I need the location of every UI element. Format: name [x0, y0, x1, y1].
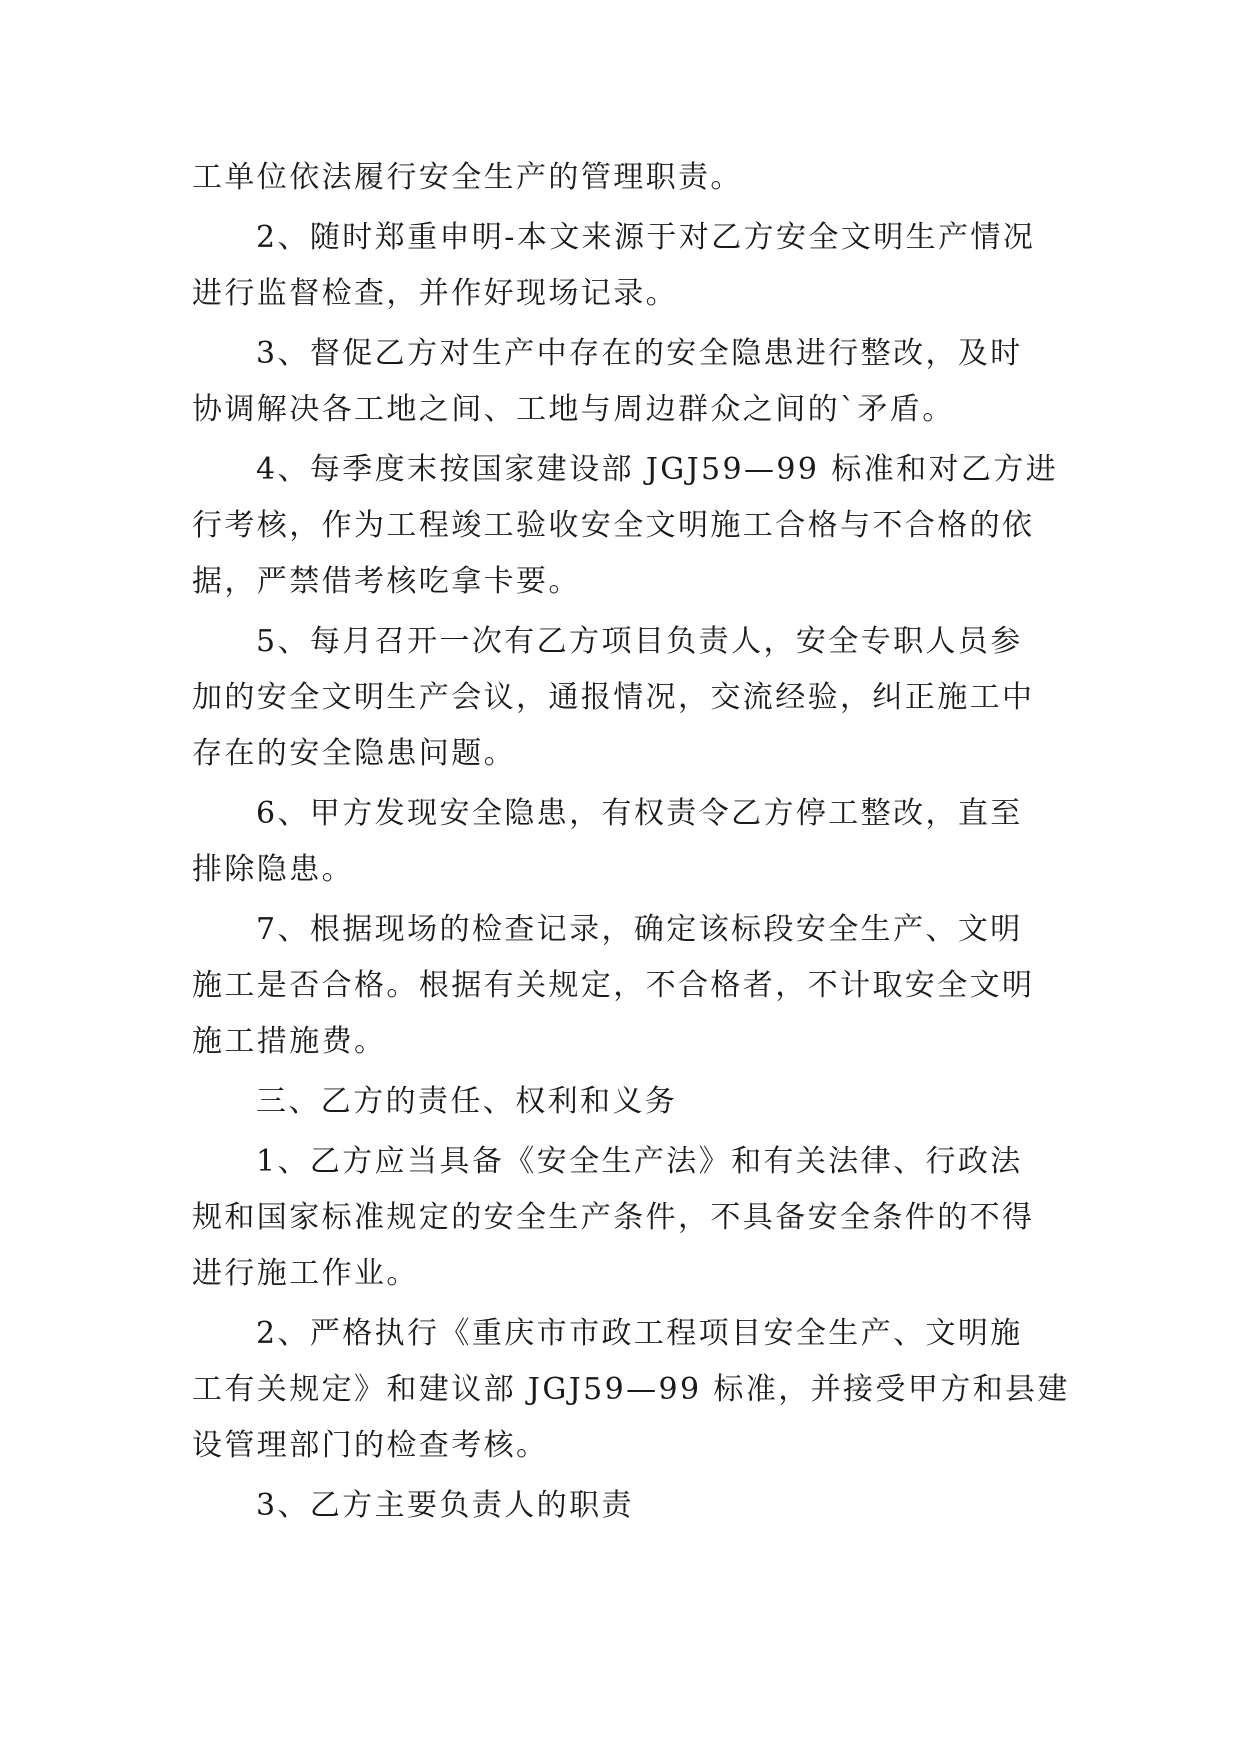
paragraph-item-7 [192, 902, 1054, 1070]
text-line: 工有关规定》和建议部 JGJ59—99 标准，并接受甲方和县建 [192, 1372, 1070, 1407]
text-line: 协调解决各工地之间、工地与周边群众之间的`矛盾。 [192, 392, 955, 427]
text-line: 5、每月召开一次有乙方项目负责人，安全专职人员参 [256, 624, 1023, 659]
text-line: 1、乙方应当具备《安全生产法》和有关法律、行政法 [256, 1144, 1023, 1179]
paragraph-item-2 [192, 210, 1054, 322]
paragraph-item-2b [192, 1306, 1070, 1474]
text-line: 施工措施费。 [192, 1024, 387, 1059]
paragraph-item-3b [192, 1478, 1054, 1534]
paragraph-item-3 [192, 326, 1054, 438]
text-line: 排除隐患。 [192, 852, 354, 887]
text-line: 3、督促乙方对生产中存在的安全隐患进行整改，及时 [256, 336, 1023, 371]
paragraph-item-4 [192, 442, 1059, 610]
paragraph-item-5 [192, 614, 1054, 782]
text-line: 行考核，作为工程竣工验收安全文明施工合格与不合格的依 [192, 508, 1035, 543]
text-line: 2、严格执行《重庆市市政工程项目安全生产、文明施 [256, 1316, 1023, 1351]
document-body [192, 150, 1070, 1538]
text-line: 2、随时郑重申明-本文来源于对乙方安全文明生产情况 [256, 220, 1036, 255]
text-line: 存在的安全隐患问题。 [192, 736, 516, 771]
text-line: 据，严禁借考核吃拿卡要。 [192, 564, 581, 599]
text-line: 4、每季度末按国家建设部 JGJ59—99 标准和对乙方进 [256, 452, 1059, 487]
section-heading [192, 1074, 1054, 1130]
text-line: 三、乙方的责任、权利和义务 [256, 1084, 678, 1119]
paragraph-item-6 [192, 786, 1054, 898]
text-line: 施工是否合格。根据有关规定，不合格者，不计取安全文明 [192, 968, 1035, 1003]
text-line: 6、甲方发现安全隐患，有权责令乙方停工整改，直至 [256, 796, 1023, 831]
text-line: 3、乙方主要负责人的职责 [256, 1488, 634, 1523]
text-line: 7、根据现场的检查记录，确定该标段安全生产、文明 [256, 912, 1023, 947]
text-line: 工单位依法履行安全生产的管理职责。 [192, 160, 743, 195]
text-line: 规和国家标准规定的安全生产条件，不具备安全条件的不得 [192, 1200, 1035, 1235]
text-line: 进行监督检查，并作好现场记录。 [192, 276, 678, 311]
paragraph-continuation [192, 150, 1054, 206]
text-line: 进行施工作业。 [192, 1256, 419, 1291]
text-line: 设管理部门的检查考核。 [192, 1428, 549, 1463]
paragraph-item-1 [192, 1134, 1054, 1302]
text-line: 加的安全文明生产会议，通报情况，交流经验，纠正施工中 [192, 680, 1035, 715]
